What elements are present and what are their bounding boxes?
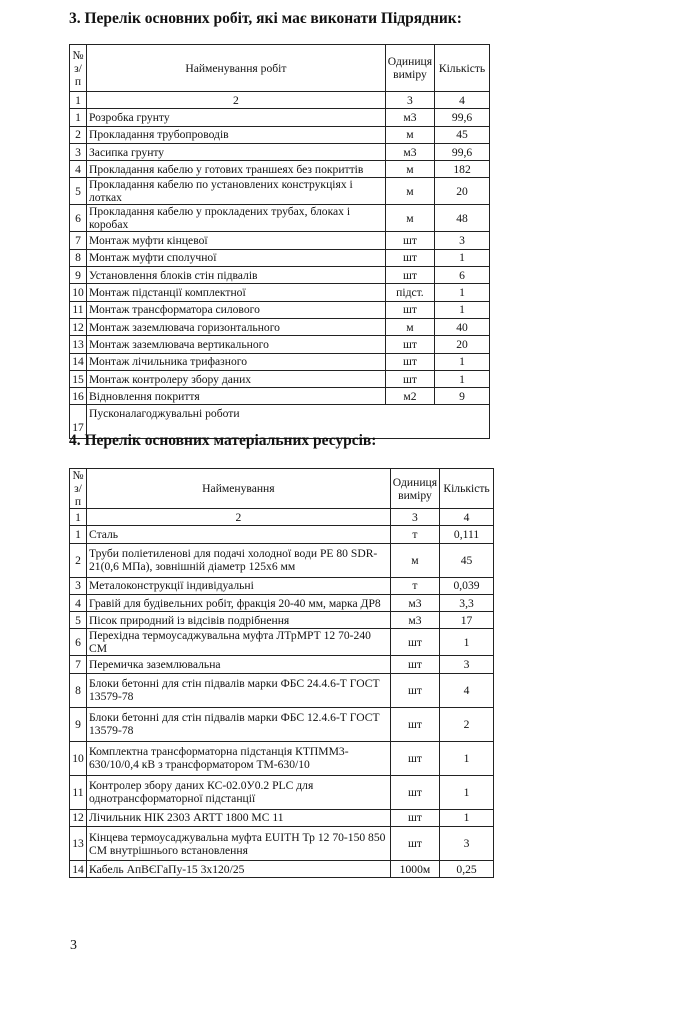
table-row (70, 284, 490, 301)
row-name: Перемичка заземлювальна (86, 656, 390, 673)
row-unit: шт (385, 301, 434, 318)
row-num: 9 (70, 707, 87, 741)
row-qty: 45 (435, 126, 490, 143)
table-row (70, 775, 494, 809)
index-name: 2 (86, 509, 390, 526)
header-num: № з/п (70, 45, 87, 92)
row-unit: м (385, 205, 434, 232)
table-row (70, 301, 490, 318)
table-row (70, 336, 490, 353)
row-name: Контролер збору даних КС-02.0У0.2 PLC для однотрансформаторної підстанції (86, 775, 390, 809)
table-row (70, 594, 494, 611)
row-num: 5 (70, 612, 87, 629)
row-name: Монтаж контролеру збору даних (86, 370, 385, 387)
row-name: Установлення блоків стін підвалів (86, 267, 385, 284)
row-unit: шт (390, 629, 439, 656)
row-num: 3 (70, 577, 87, 594)
row-qty: 1 (435, 353, 490, 370)
table-row (70, 143, 490, 160)
table-row (70, 232, 490, 249)
row-num: 2 (70, 543, 87, 577)
index-qty: 4 (440, 509, 494, 526)
table-row (70, 388, 490, 405)
row-num: 14 (70, 861, 87, 878)
row-name: Прокладання кабелю по установлених конструкціях і лотках (86, 178, 385, 205)
table-header-row (70, 469, 494, 509)
row-name: Монтаж муфти кінцевої (86, 232, 385, 249)
row-num: 17 (70, 405, 87, 439)
row-unit: т (390, 526, 439, 543)
row-name: Перехідна термоусаджувальна муфта ЛТрМРТ 12 70-240 СМ (86, 629, 390, 656)
row-num: 6 (70, 629, 87, 656)
row-qty: 3,3 (440, 594, 494, 611)
row-num: 11 (70, 301, 87, 318)
row-num: 6 (70, 205, 87, 232)
row-unit: шт (390, 741, 439, 775)
table-header-row (70, 45, 490, 92)
row-unit: м3 (385, 143, 434, 160)
section-3-heading: 3. Перелік основних робіт, які має виконати Підрядник: (69, 10, 462, 27)
row-unit: м (385, 126, 434, 143)
row-name: Кінцева термоусаджувальна муфта EUITH Тр 12 70-150 850 СМ внутрішнього встановлення (86, 827, 390, 861)
row-name: Прокладання кабелю у готових траншеях без покриттів (86, 161, 385, 178)
row-num: 13 (70, 336, 87, 353)
row-qty: 99,6 (435, 109, 490, 126)
row-qty: 1 (440, 741, 494, 775)
row-qty: 17 (440, 612, 494, 629)
row-qty: 182 (435, 161, 490, 178)
row-num: 15 (70, 370, 87, 387)
header-qty: Кількість (435, 45, 490, 92)
table-row (70, 629, 494, 656)
row-num: 14 (70, 353, 87, 370)
table-row (70, 109, 490, 126)
row-num: 3 (70, 143, 87, 160)
row-qty: 3 (435, 232, 490, 249)
row-name: Прокладання трубопроводів (86, 126, 385, 143)
row-unit: шт (390, 775, 439, 809)
row-name: Монтаж заземлювача вертикального (86, 336, 385, 353)
index-qty: 4 (435, 92, 490, 109)
row-qty: 0,039 (440, 577, 494, 594)
row-name: Монтаж трансформатора силового (86, 301, 385, 318)
row-num: 1 (70, 109, 87, 126)
table-row (70, 673, 494, 707)
row-name: Відновлення покриття (86, 388, 385, 405)
header-unit: Одиниця виміру (385, 45, 434, 92)
row-unit: шт (385, 267, 434, 284)
table-row (70, 707, 494, 741)
row-unit: шт (390, 707, 439, 741)
row-name: Пусконалагоджувальні роботи (86, 405, 489, 439)
index-unit: 3 (390, 509, 439, 526)
table-row (70, 809, 494, 826)
row-qty: 1 (435, 370, 490, 387)
row-unit: шт (385, 353, 434, 370)
row-name: Розробка грунту (86, 109, 385, 126)
row-qty: 1 (440, 629, 494, 656)
row-qty: 6 (435, 267, 490, 284)
row-qty: 0,25 (440, 861, 494, 878)
row-qty: 1 (440, 809, 494, 826)
row-unit: шт (385, 232, 434, 249)
row-qty: 20 (435, 178, 490, 205)
index-num: 1 (70, 92, 87, 109)
row-qty: 9 (435, 388, 490, 405)
row-unit: шт (390, 809, 439, 826)
row-unit: м (390, 543, 439, 577)
row-qty: 0,111 (440, 526, 494, 543)
header-qty: Кількість (440, 469, 494, 509)
row-num: 5 (70, 178, 87, 205)
row-name: Монтаж заземлювача горизонтального (86, 318, 385, 335)
table-row (70, 370, 490, 387)
row-qty: 20 (435, 336, 490, 353)
table-row (70, 526, 494, 543)
header-unit: Одиниця виміру (390, 469, 439, 509)
table-row (70, 543, 494, 577)
table-row (70, 827, 494, 861)
index-name: 2 (86, 92, 385, 109)
row-unit: м (385, 178, 434, 205)
row-qty: 2 (440, 707, 494, 741)
row-name: Засипка грунту (86, 143, 385, 160)
column-index-row (70, 509, 494, 526)
row-unit: шт (385, 249, 434, 266)
row-qty: 99,6 (435, 143, 490, 160)
row-num: 10 (70, 741, 87, 775)
row-unit: шт (390, 673, 439, 707)
table-row (70, 741, 494, 775)
row-name: Монтаж підстанції комплектної (86, 284, 385, 301)
row-unit: 1000м (390, 861, 439, 878)
row-name: Лічильник НІК 2303 ARTT 1800 МС 11 (86, 809, 390, 826)
row-num: 2 (70, 126, 87, 143)
row-qty: 45 (440, 543, 494, 577)
row-qty: 1 (435, 301, 490, 318)
row-qty: 3 (440, 827, 494, 861)
row-name: Сталь (86, 526, 390, 543)
row-num: 10 (70, 284, 87, 301)
table-row (70, 161, 490, 178)
header-name: Найменування робіт (86, 45, 385, 92)
table-row (70, 577, 494, 594)
table-row (70, 612, 494, 629)
row-qty: 1 (440, 775, 494, 809)
materials-table (69, 468, 494, 878)
row-name: Блоки бетонні для стін підвалів марки ФБС 24.4.6-Т ГОСТ 13579-78 (86, 673, 390, 707)
section-4-heading: 4. Перелік основних матеріальних ресурсів: (69, 432, 377, 449)
row-qty: 4 (440, 673, 494, 707)
index-num: 1 (70, 509, 87, 526)
row-unit: м3 (390, 594, 439, 611)
table-row (70, 656, 494, 673)
row-num: 16 (70, 388, 87, 405)
row-name: Прокладання кабелю у прокладених трубах, блоках і коробах (86, 205, 385, 232)
row-unit: м3 (390, 612, 439, 629)
row-unit: підст. (385, 284, 434, 301)
table-row (70, 318, 490, 335)
row-num: 8 (70, 673, 87, 707)
row-name: Труби поліетиленові для подачі холодної води PE 80 SDR-21(0,6 МПа), зовнішній діаметр 125х6 мм (86, 543, 390, 577)
header-name: Найменування (86, 469, 390, 509)
row-unit: м (385, 318, 434, 335)
row-qty: 40 (435, 318, 490, 335)
table-row (70, 205, 490, 232)
row-num: 8 (70, 249, 87, 266)
header-num: № з/п (70, 469, 87, 509)
column-index-row (70, 92, 490, 109)
table-row (70, 267, 490, 284)
row-qty: 48 (435, 205, 490, 232)
page-number: 3 (70, 938, 77, 953)
table-row (70, 353, 490, 370)
row-name: Пісок природний із відсівів подрібнення (86, 612, 390, 629)
row-num: 4 (70, 594, 87, 611)
table-row (70, 126, 490, 143)
row-num: 7 (70, 656, 87, 673)
row-unit: шт (390, 656, 439, 673)
row-num: 12 (70, 809, 87, 826)
row-num: 1 (70, 526, 87, 543)
row-num: 7 (70, 232, 87, 249)
row-num: 4 (70, 161, 87, 178)
row-qty: 1 (435, 284, 490, 301)
index-unit: 3 (385, 92, 434, 109)
row-unit: м (385, 161, 434, 178)
row-unit: шт (390, 827, 439, 861)
row-name: Комплектна трансформаторна підстанція КТПММ3-630/10/0,4 кВ з трансформатором ТМ-630/10 (86, 741, 390, 775)
row-name: Металоконструкції індивідуальні (86, 577, 390, 594)
row-name: Монтаж лічильника трифазного (86, 353, 385, 370)
row-name: Блоки бетонні для стін підвалів марки ФБС 12.4.6-Т ГОСТ 13579-78 (86, 707, 390, 741)
row-num: 11 (70, 775, 87, 809)
row-unit: шт (385, 336, 434, 353)
row-num: 9 (70, 267, 87, 284)
row-qty: 3 (440, 656, 494, 673)
row-unit: м3 (385, 109, 434, 126)
row-num: 13 (70, 827, 87, 861)
row-unit: шт (385, 370, 434, 387)
row-unit: м2 (385, 388, 434, 405)
table-row (70, 178, 490, 205)
row-unit: т (390, 577, 439, 594)
row-num: 12 (70, 318, 87, 335)
row-name: Кабель АпВЄГаПу-15 3х120/25 (86, 861, 390, 878)
row-name: Монтаж муфти сполучної (86, 249, 385, 266)
works-table (69, 44, 490, 439)
row-qty: 1 (435, 249, 490, 266)
table-row (70, 861, 494, 878)
table-row (70, 249, 490, 266)
row-name: Гравій для будівельних робіт, фракція 20-40 мм, марка ДР8 (86, 594, 390, 611)
